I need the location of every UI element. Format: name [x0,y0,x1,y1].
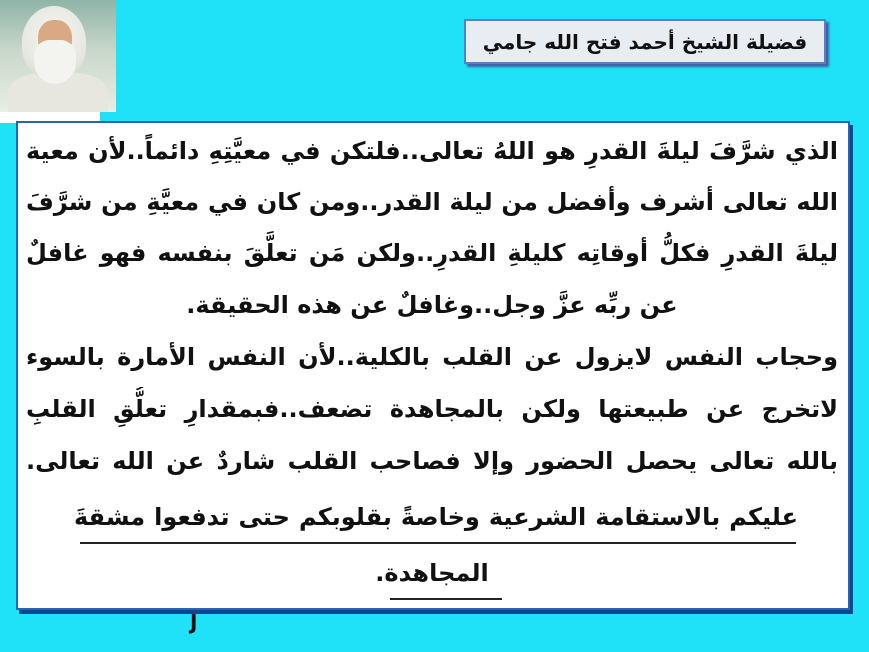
text-line-9: المجاهدة. [375,559,489,587]
title-banner [464,19,826,64]
text-line-2: الله تعالى أشرف وأفضل من ليلة القدر..ومن كان في معيَّةِ من شرَّفَ [26,188,838,216]
underline-line-8 [80,542,796,544]
text-line-5: وحجاب النفس لايزول عن القلب بالكلية..لأن النفس الأمارة بالسوء [26,343,838,371]
text-line-8: عليكم بالاستقامة الشرعية وخاصةً بقلوبكم حتى تدفعوا مشقةَ [74,503,798,531]
text-line-6: لاتخرج عن طبيعتها ولكن بالمجاهدة تضعف..فبمقدارِ تعلُّقِ القلبِ [26,395,838,423]
sheikh-portrait-image [0,0,116,112]
stray-mark: J [190,610,198,634]
text-line-1: الذي شرَّفَ ليلةَ القدرِ هو اللهُ تعالى..فلتكن في معيَّتِهِ دائماً..لأن معية [26,137,838,165]
page-title: فضيلة الشيخ أحمد فتح الله جامي [482,29,808,54]
text-line-7: بالله تعالى يحصل الحضور وإلا فصاحب القلب شاردٌ عن الله تعالى. [26,447,838,475]
underline-line-9 [390,598,502,600]
portrait-beard [34,40,76,84]
text-line-3: ليلةَ القدرِ فكلُّ أوقاتِه كليلةِ القدرِ..ولكن مَن تعلَّقَ بنفسه فهو غافلٌ [26,239,838,267]
text-panel [16,121,850,610]
text-line-4: عن ربِّه عزَّ وجل..وغافلٌ عن هذه الحقيقة. [186,291,678,319]
